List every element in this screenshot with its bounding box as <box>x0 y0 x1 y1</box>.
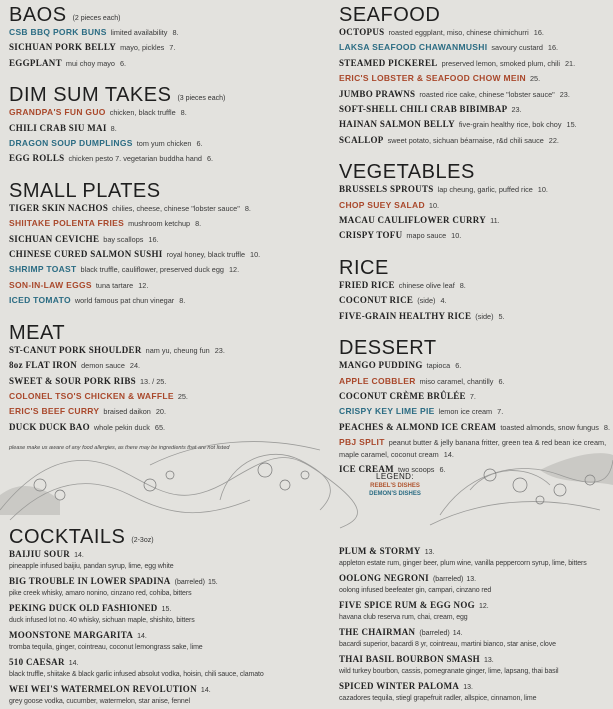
cocktail-item <box>9 628 327 654</box>
item-description: roasted rice cake, chinese "lobster sauce" <box>419 89 555 99</box>
item-description: chicken, black truffle <box>109 108 176 118</box>
item-price: 8. <box>459 280 466 290</box>
item-description: chilies, cheese, chinese "lobster sauce" <box>112 203 240 213</box>
section-title: RICE <box>339 256 389 279</box>
item-description: world famous pat chun vinegar <box>74 296 175 306</box>
item-description: demon sauce <box>81 361 125 371</box>
legend-title: LEGEND: <box>376 472 414 481</box>
menu-item <box>339 56 611 71</box>
cocktail-item <box>9 601 327 627</box>
item-name: MANGO PUDDING <box>339 360 423 371</box>
section-title: DESSERT <box>339 337 437 360</box>
cocktail-name: FIVE SPICE RUM & EGG NOG <box>339 600 475 610</box>
cocktails-left <box>9 522 327 709</box>
item-price: 25. <box>529 74 541 84</box>
cocktail-ingredients: cazadores tequila, stiegl grapefruit radler, allspice, cinnamon, lime <box>339 695 537 702</box>
item-description: mayo, pickles <box>120 43 165 53</box>
item-description: tom yum chicken <box>136 139 192 149</box>
item-price: 16. <box>533 28 544 37</box>
section-header <box>339 253 611 278</box>
item-name: DRAGON SOUP DUMPLINGS <box>9 138 133 149</box>
item-name: FIVE-GRAIN HEALTHY RICE <box>339 310 472 321</box>
cocktail-ingredients: havana club reserva rum, chai, cream, egg <box>339 614 468 621</box>
cocktail-ingredients: pike creek whisky, amaro nonino, cinzano red, cohiba, bitters <box>9 590 192 597</box>
item-name: CHILI CRAB SIU MAI <box>9 122 107 133</box>
item-description: peanut butter & jelly banana fritter, green tea & red bean ice cream, maple caramel, coconut cream <box>339 438 607 460</box>
cocktail-name: MOONSTONE MARGARITA <box>9 630 134 640</box>
item-name: CRISPY KEY LIME PIE <box>339 406 435 417</box>
menu-item <box>339 102 611 117</box>
item-name: PEACHES & ALMOND ICE CREAM <box>339 421 497 432</box>
menu-item <box>9 358 327 373</box>
item-name: COCONUT CRÈME BRÛLÉE <box>339 390 466 401</box>
item-description: bay scallops <box>103 234 144 244</box>
item-name: ST-CANUT PORK SHOULDER <box>9 344 142 355</box>
section-note: (2-3oz) <box>131 537 154 544</box>
item-description: chicken pesto 7. vegetarian buddha hand <box>68 154 202 164</box>
cocktail-ingredients: oolong infused beefeater gin, campari, cinzano red <box>339 587 492 594</box>
cocktail-ingredients: pineapple infused baijiu, pandan syrup, lime, egg white <box>9 563 174 570</box>
section-title: SMALL PLATES <box>9 179 161 202</box>
cocktail-name: OOLONG NEGRONI <box>339 573 429 583</box>
menu-item <box>9 389 327 404</box>
menu-item <box>339 182 611 197</box>
item-description: two scoops <box>397 465 435 475</box>
item-name: PBJ SPLIT <box>339 437 385 448</box>
menu-item <box>339 213 611 228</box>
section-header <box>9 0 327 25</box>
item-name: SICHUAN PORK BELLY <box>9 42 117 53</box>
item-price: 21. <box>565 58 576 68</box>
cocktail-ingredients: bacardi superior, bacardi 8 yr, cointreau, martini bianco, star anise, clove <box>339 641 556 648</box>
cocktail-note: (barreled) <box>419 630 450 637</box>
item-description: tapioca <box>426 361 451 371</box>
item-price: 8. <box>603 422 610 432</box>
legend-rebel: REBEL'S DISHES <box>370 483 420 489</box>
legend <box>360 472 430 498</box>
item-price: 4. <box>440 296 447 306</box>
item-name: GRANDPA'S FUN GUO <box>9 107 106 118</box>
menu-item <box>339 117 611 132</box>
menu-item <box>339 374 611 389</box>
cocktail-price: 13. <box>483 657 494 664</box>
cocktail-list-left <box>9 547 327 708</box>
menu-item <box>9 201 327 216</box>
menu-item <box>339 293 611 308</box>
cocktail-price: 13. <box>424 549 435 556</box>
wave-illustration <box>0 440 613 532</box>
cocktail-name: PLUM & STORMY <box>339 546 421 556</box>
item-name: SHIITAKE POLENTA FRIES <box>9 218 125 229</box>
cocktail-ingredients: black truffle, shiitake & black garlic infused absolut vodka, hoisin, chili sauce, clamato <box>9 671 264 678</box>
cocktail-item <box>9 574 327 600</box>
section-header <box>339 157 611 182</box>
item-price: 16. <box>148 234 159 244</box>
section-header <box>9 176 327 201</box>
cocktail-item <box>9 655 327 681</box>
menu-item <box>9 247 327 262</box>
item-price: 10. <box>537 185 548 195</box>
menu-item <box>9 151 327 166</box>
item-price: 10. <box>451 231 462 241</box>
cocktail-name: PEKING DUCK OLD FASHIONED <box>9 603 158 613</box>
cocktails-header <box>9 522 327 547</box>
menu-item <box>339 87 611 102</box>
item-price: 8. <box>244 203 251 213</box>
item-description: miso caramel, chantilly <box>419 376 494 386</box>
item-description: savoury custard <box>491 43 543 53</box>
item-name: CHOP SUEY SALAD <box>339 199 425 210</box>
item-name: ICE CREAM <box>339 464 394 475</box>
item-name: FRIED RICE <box>339 279 395 290</box>
item-description: braised daikon <box>103 407 151 417</box>
menu-item <box>9 105 327 120</box>
menu-item <box>339 133 611 148</box>
item-price: 12. <box>138 280 149 290</box>
item-name: SWEET & SOUR PORK RIBS <box>9 375 136 386</box>
item-price: 6. <box>498 376 505 386</box>
item-description: five-grain healthy rice, bok choy <box>458 120 562 130</box>
item-name: CHINESE CURED SALMON SUSHI <box>9 249 163 260</box>
item-description: black truffle, cauliflower, preserved duck egg <box>80 265 224 275</box>
item-name: SOFT-SHELL CHILI CRAB BIBIMBAP <box>339 104 508 115</box>
cocktail-item <box>9 547 327 573</box>
item-description: (side) <box>475 311 494 321</box>
cocktail-name: WEI WEI'S WATERMELON REVOLUTION <box>9 684 197 694</box>
item-price: 6. <box>439 465 446 475</box>
item-price: 14. <box>443 450 454 460</box>
cocktail-price: 14. <box>74 552 84 559</box>
item-price: 10. <box>250 250 261 260</box>
section-header <box>339 333 611 358</box>
item-name: STEAMED PICKEREL <box>339 57 438 68</box>
item-price: 7. <box>169 43 176 53</box>
item-price: 8. <box>110 123 117 133</box>
menu-section <box>9 176 327 309</box>
item-price: 25. <box>177 391 188 401</box>
item-description: limited availability <box>110 28 168 37</box>
item-price: 20. <box>155 407 167 417</box>
menu-item <box>339 358 611 373</box>
menu-left-column <box>9 0 327 452</box>
item-description: (side) <box>417 296 436 306</box>
section-header <box>9 80 327 105</box>
menu-item <box>9 136 327 151</box>
menu-item <box>339 420 611 435</box>
cocktail-list-right <box>339 544 613 705</box>
menu-section <box>339 253 611 324</box>
cocktail-price: 15. <box>161 606 172 613</box>
item-name: EGGPLANT <box>9 57 62 68</box>
legend-demon: DEMON'S DISHES <box>369 491 421 497</box>
menu-item <box>339 228 611 243</box>
cocktail-ingredients: appleton estate rum, ginger beer, plum wine, vanilla peppercorn syrup, lime, bitters <box>339 560 587 567</box>
cocktail-name: 510 CAESAR <box>9 657 65 667</box>
menu-item <box>9 56 327 71</box>
menu-item <box>9 404 327 419</box>
item-price: 10. <box>428 200 440 210</box>
allergy-note: please make us aware of any food allergies, as there may be ingredients that are not listed <box>9 445 230 452</box>
menu-item <box>339 71 611 86</box>
menu-item <box>9 293 327 308</box>
item-price: 8. <box>195 219 202 229</box>
cocktail-ingredients: wild turkey bourbon, cassis, pomegranate ginger, lime, lapsang, thai basil <box>339 668 559 675</box>
cocktail-ingredients: grey goose vodka, cucumber, watermelon, star anise, fennel <box>9 698 190 705</box>
item-price: 6. <box>119 58 127 68</box>
menu-section <box>9 0 327 71</box>
cocktail-ingredients: tromba tequila, ginger, cointreau, coconut lemongrass sake, lime <box>9 644 203 651</box>
cocktail-note: (barreled) <box>432 576 464 583</box>
cocktail-price: 14. <box>137 633 147 640</box>
item-description: whole pekin duck <box>93 422 150 432</box>
cocktail-price: 12. <box>478 603 489 610</box>
menu-item <box>9 374 327 389</box>
item-name: DUCK DUCK BAO <box>9 421 90 432</box>
item-name: COCONUT RICE <box>339 295 414 306</box>
section-note: (2 pieces each) <box>72 15 121 22</box>
cocktail-name: SPICED WINTER PALOMA <box>339 681 460 691</box>
item-description: toasted almonds, snow fungus <box>500 422 599 432</box>
section-header <box>9 318 327 343</box>
menu-item <box>9 420 327 435</box>
item-description: nam yu, cheung fun <box>145 345 210 355</box>
section-title: BAOS <box>9 4 67 26</box>
item-price: 15. <box>566 120 577 130</box>
cocktail-name: BIG TROUBLE IN LOWER SPADINA <box>9 576 171 586</box>
item-price: 5. <box>498 311 505 321</box>
menu-section <box>9 318 327 435</box>
menu-item <box>339 389 611 404</box>
item-description: preserved lemon, smoked plum, chili <box>441 58 560 68</box>
menu-item <box>339 278 611 293</box>
cocktail-item <box>339 679 613 705</box>
item-name: SON-IN-LAW EGGS <box>9 279 92 290</box>
item-name: APPLE COBBLER <box>339 375 416 386</box>
item-price: 7. <box>497 407 504 417</box>
section-title: VEGETABLES <box>339 161 475 184</box>
menu-item <box>9 262 327 277</box>
cocktail-name: THAI BASIL BOURBON SMASH <box>339 654 480 664</box>
section-note: (3 pieces each) <box>177 95 226 103</box>
section-header <box>339 0 611 25</box>
section-title: MEAT <box>9 321 66 344</box>
cocktail-item <box>339 571 613 597</box>
item-description: tuna tartare <box>95 280 134 290</box>
item-name: 8oz FLAT IRON <box>9 360 78 371</box>
cocktail-item <box>339 652 613 678</box>
item-description: mui choy mayo <box>65 58 115 68</box>
item-description: mushroom ketchup <box>128 219 191 229</box>
menu-item <box>9 216 327 231</box>
cocktail-note: (barreled) <box>174 579 205 586</box>
menu-item <box>9 121 327 136</box>
cocktail-price: 14. <box>200 687 211 694</box>
item-name: LAKSA SEAFOOD CHAWANMUSHI <box>339 42 488 53</box>
section-title: COCKTAILS <box>9 526 126 548</box>
item-name: ERIC'S BEEF CURRY <box>9 406 100 417</box>
item-price: 8. <box>172 28 179 37</box>
item-price: 13. / 25. <box>139 376 167 386</box>
menu-item <box>9 40 327 55</box>
menu-item <box>9 232 327 247</box>
section-title: SEAFOOD <box>339 4 441 26</box>
item-price: 24. <box>129 361 141 371</box>
item-name: COLONEL TSO'S CHICKEN & WAFFLE <box>9 390 174 401</box>
cocktail-price: 13. <box>463 684 473 691</box>
item-price: 65. <box>154 422 166 432</box>
menu-item <box>9 343 327 358</box>
item-price: 23. <box>214 345 225 355</box>
item-description: lap cheung, garlic, puffed rice <box>437 185 533 195</box>
cocktail-price: 14. <box>68 660 79 667</box>
item-name: CSB BBQ PORK BUNS <box>9 27 107 37</box>
item-name: OCTOPUS <box>339 27 385 37</box>
menu-right-column <box>339 0 611 487</box>
item-description: roasted eggplant, miso, chinese chimichurri <box>388 28 529 37</box>
item-name: CRISPY TOFU <box>339 230 403 241</box>
item-description: mapo sauce <box>406 231 447 241</box>
item-price: 6. <box>206 154 214 164</box>
item-description: royal honey, black truffle <box>166 250 246 260</box>
item-price: 8. <box>179 296 186 306</box>
item-name: SICHUAN CEVICHE <box>9 233 100 244</box>
item-price: 6. <box>196 139 203 149</box>
item-price: 7. <box>469 391 476 401</box>
item-price: 23. <box>559 89 570 99</box>
cocktail-price: 13. <box>466 576 477 583</box>
cocktail-price: 14. <box>452 630 463 637</box>
cocktail-ingredients: duck infused lot no. 40 whisky, sichuan maple, shishito, bitters <box>9 617 195 624</box>
item-name: HAINAN SALMON BELLY <box>339 119 455 130</box>
menu-item <box>9 278 327 293</box>
cocktail-price: 15. <box>207 579 218 586</box>
item-price: 22. <box>548 135 559 145</box>
item-price: 12. <box>228 265 240 275</box>
item-name: BRUSSELS SPROUTS <box>339 184 434 195</box>
menu-item <box>339 309 611 324</box>
item-name: TIGER SKIN NACHOS <box>9 202 109 213</box>
menu-item <box>339 404 611 419</box>
item-price: 23. <box>511 105 522 115</box>
item-name: EGG ROLLS <box>9 153 65 164</box>
menu-item <box>339 198 611 213</box>
cocktail-name: BAIJIU SOUR <box>9 549 71 559</box>
item-price: 16. <box>547 43 559 53</box>
item-name: SHRIMP TOAST <box>9 264 77 275</box>
item-name: ERIC'S LOBSTER & SEAFOOD CHOW MEIN <box>339 73 526 84</box>
menu-item <box>9 25 327 40</box>
cocktail-item <box>339 598 613 624</box>
item-name: SCALLOP <box>339 134 384 145</box>
cocktail-name: THE CHAIRMAN <box>339 627 416 637</box>
cocktails-right <box>339 544 613 706</box>
cocktail-item <box>339 625 613 651</box>
menu-item <box>339 25 611 40</box>
cocktail-item <box>9 682 327 708</box>
section-title: DIM SUM TAKES <box>9 84 172 107</box>
item-price: 8. <box>180 108 187 118</box>
item-description: chinese olive leaf <box>398 280 455 290</box>
item-name: ICED TOMATO <box>9 295 71 306</box>
item-price: 6. <box>455 361 462 371</box>
item-name: MACAU CAULIFLOWER CURRY <box>339 215 487 226</box>
item-name: JUMBO PRAWNS <box>339 88 416 99</box>
item-description: sweet potato, sichuan béarnaise, r&d chili sauce <box>387 135 544 145</box>
item-price: 11. <box>490 216 500 226</box>
menu-section <box>339 157 611 244</box>
menu-section <box>9 80 327 167</box>
item-description: lemon ice cream <box>438 407 493 417</box>
cocktail-item <box>339 544 613 570</box>
menu-section <box>339 0 611 148</box>
menu-item <box>339 40 611 55</box>
